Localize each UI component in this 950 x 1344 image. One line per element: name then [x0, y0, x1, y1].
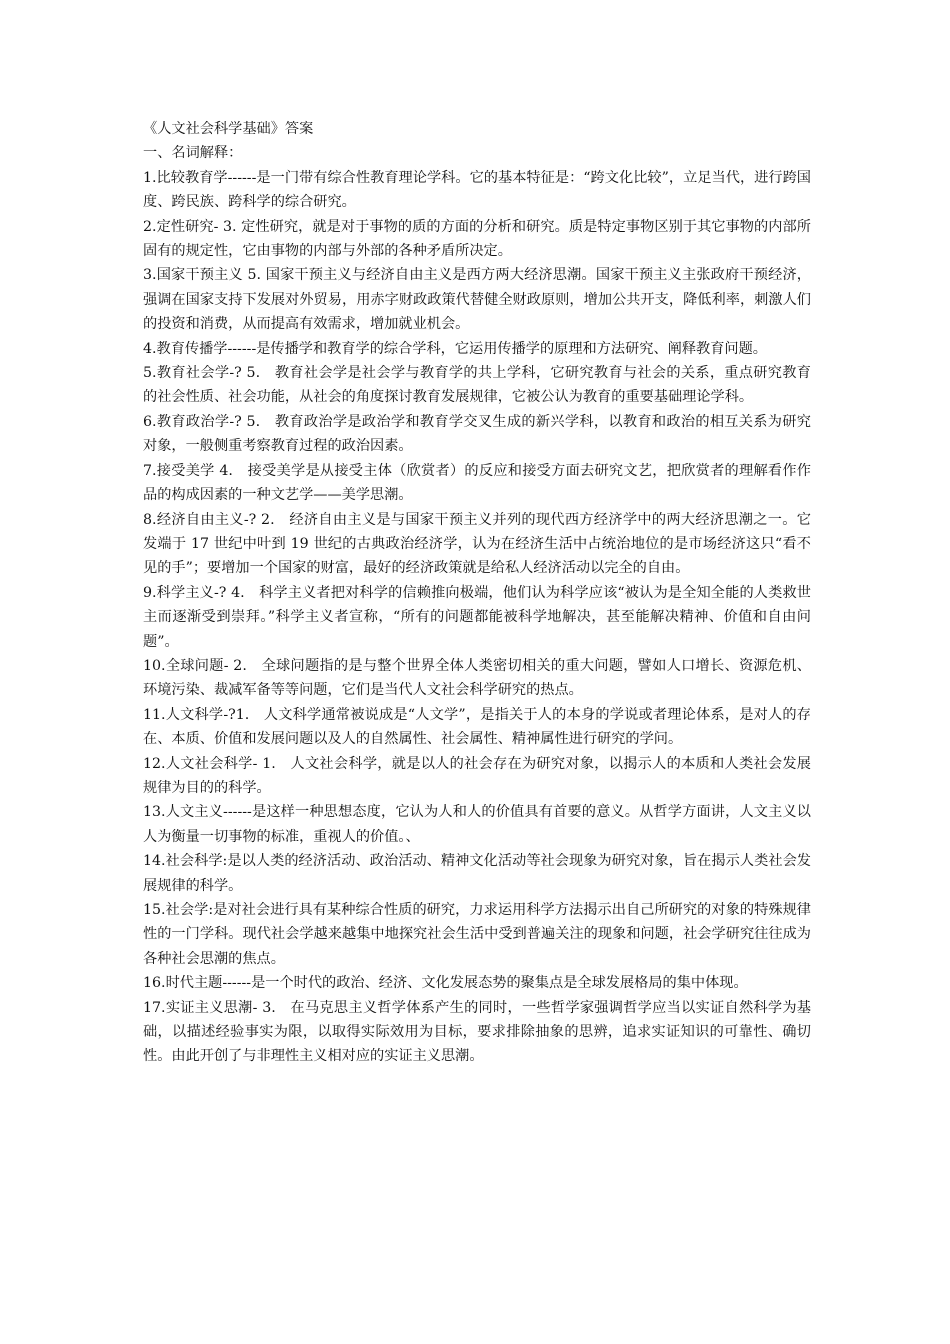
document-title: 《人文社会科学基础》答案 — [143, 121, 314, 137]
entry-2: 2.定性研究- 3. 定性研究，就是对于事物的质的方面的分析和研究。质是特定事物区别于其它事物的内部所固有的规定性，它由事物的内部与外部的各种矛盾所决定。 — [143, 218, 811, 260]
entry-8: 8.经济自由主义-? 2. 经济自由主义是与国家干预主义并列的现代西方经济学中的两大经济思潮之一。它发端于 17 世纪中叶到 19 世纪的古典政治经济学，认为在经济生活中占统治地位的是市场经济这只“看不见的手”；要增加一个国家的财富，最好的经济政策就是给私人经济活动以完全的自由。 — [143, 511, 811, 577]
section-heading: 一、名词解释： — [143, 145, 243, 162]
entry-9: 9.科学主义-? 4. 科学主义者把对科学的信赖推向极端，他们认为科学应该“被认为是全知全能的人类救世主而逐渐受到崇拜。”科学主义者宣称，“所有的问题都能被科学地解决，甚至能解决精神、价值和自由问题”。 — [143, 584, 811, 650]
entry-14: 14.社会科学:是以人类的经济活动、政治活动、精神文化活动等社会现象为研究对象，旨在揭示人类社会发展规律的科学。 — [143, 853, 811, 894]
entry-7: 7.接受美学 4. 接受美学是从接受主体（欣赏者）的反应和接受方面去研究文艺，把欣赏者的理解看作作品的构成因素的一种文艺学——美学思潮。 — [143, 462, 811, 504]
entry-13: 13.人文主义------是这样一种思想态度，它认为人和人的价值具有首要的意义。从哲学方面讲，人文主义以人为衡量一切事物的标准，重视人的价值。、 — [143, 804, 811, 845]
entry-10: 10.全球问题- 2. 全球问题指的是与整个世界全体人类密切相关的重大问题，譬如人口增长、资源危机、环境污染、裁减军备等等问题，它们是当代人文社会科学研究的热点。 — [143, 657, 811, 699]
entry-3: 3.国家干预主义 5. 国家干预主义与经济自由主义是西方两大经济思潮。国家干预主义主张政府干预经济，强调在国家支持下发展对外贸易，用赤字财政政策代替健全财政原则，增加公共开支，降低利率，刺激人们的投资和消费，从而提高有效需求，增加就业机会。 — [143, 267, 811, 333]
entry-12: 12.人文社会科学- 1. 人文社会科学，就是以人的社会存在为研究对象，以揭示人的本质和人类社会发展规律为目的的科学。 — [143, 755, 811, 796]
entry-15: 15.社会学:是对社会进行具有某种综合性质的研究，力求运用科学方法揭示出自己所研究的对象的特殊规律性的一门学科。现代社会学越来越集中地探究社会生活中受到普遍关注的现象和问题，社会学研究往往成为各种社会思潮的焦点。 — [143, 902, 811, 967]
entry-1: 1.比较教育学------是一门带有综合性教育理论学科。它的基本特征是：“跨文化比较”，立足当代，进行跨国度、跨民族、跨科学的综合研究。 — [143, 169, 811, 211]
entry-4: 4.教育传播学------是传播学和教育学的综合学科，它运用传播学的原理和方法研究、阐释教育问题。 — [143, 340, 767, 357]
entry-17: 17.实证主义思潮- 3. 在马克思主义哲学体系产生的同时，一些哲学家强调哲学应当以实证自然科学为基础，以描述经验事实为限，以取得实际效用为目标，要求排除抽象的思辨，追求实证知识的可靠性、确切性。由此开创了与非理性主义相对应的实证主义思潮。 — [143, 999, 811, 1065]
entry-5: 5.教育社会学-? 5. 教育社会学是社会学与教育学的共上学科，它研究教育与社会的关系，重点研究教育的社会性质、社会功能，从社会的角度探讨教育发展规律，它被公认为教育的重要基础理论学科。 — [143, 365, 811, 406]
document-page — [143, 117, 811, 1069]
entry-16: 16.时代主题------是一个时代的政治、经济、文化发展态势的聚集点是全球发展格局的集中体现。 — [143, 975, 748, 992]
entry-11: 11.人文科学-?1. 人文科学通常被说成是“人文学”，是指关于人的本身的学说或者理论体系，是对人的存在、本质、价值和发展问题以及人的自然属性、社会属性、精神属性进行研究的学问。 — [143, 706, 811, 748]
entry-6: 6.教育政治学-? 5. 教育政治学是政治学和教育学交叉生成的新兴学科，以教育和政治的相互关系为研究对象，一般侧重考察教育过程的政治因素。 — [143, 413, 811, 455]
